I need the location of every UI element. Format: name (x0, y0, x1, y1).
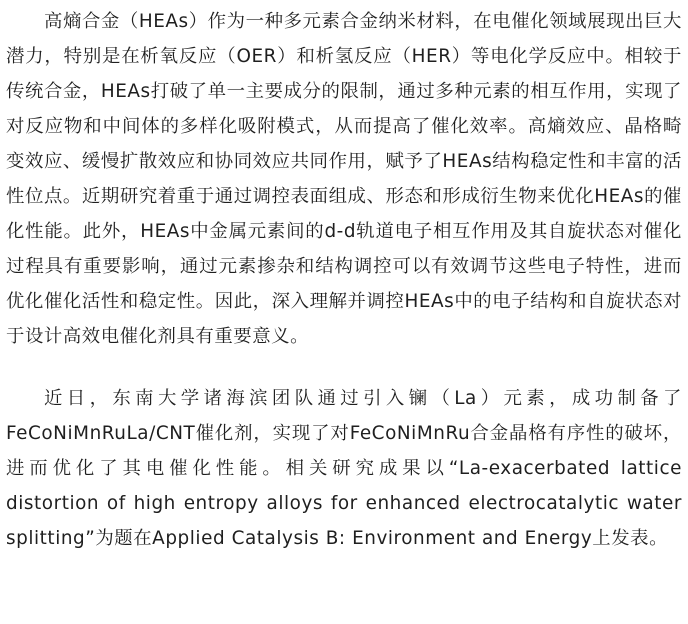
paragraph-intro-heas: 高熵合金（HEAs）作为一种多元素合金纳米材料，在电催化领域展现出巨大潜力，特别是在析氧反应（OER）和析氢反应（HER）等电化学反应中。相较于传统合金，HEAs打破了单一主要成分的限制，通过多种元素的相互作用，实现了对反应物和中间体的多样化吸附模式，从而提高了催化效率。高熵效应、晶格畸变效应、缓慢扩散效应和协同效应共同作用，赋予了HEAs结构稳定性和丰富的活性位点。近期研究着重于通过调控表面组成、形态和形成衍生物来优化HEAs的催化性能。此外，HEAs中金属元素间的d-d轨道电子相互作用及其自旋状态对催化过程具有重要影响，通过元素掺杂和结构调控可以有效调节这些电子特性，进而优化催化活性和稳定性。因此，深入理解并调控HEAs中的电子结构和自旋状态对于设计高效电催化剂具有重要意义。 (6, 11, 682, 347)
paragraph-recent-research: 近日，东南大学诸海滨团队通过引入镧（La）元素，成功制备了FeCoNiMnRuLa/CNT催化剂，实现了对FeCoNiMnRu合金晶格有序性的破坏，进而优化了其电催化性能。相关研究成果以“La-exacerbated lattice distortion of high entropy alloys for enhanced electrocatalytic water splitting”为题在Applied Catalysis B: Environment and Energy上发表。 (6, 388, 682, 549)
article-body (6, 4, 682, 556)
